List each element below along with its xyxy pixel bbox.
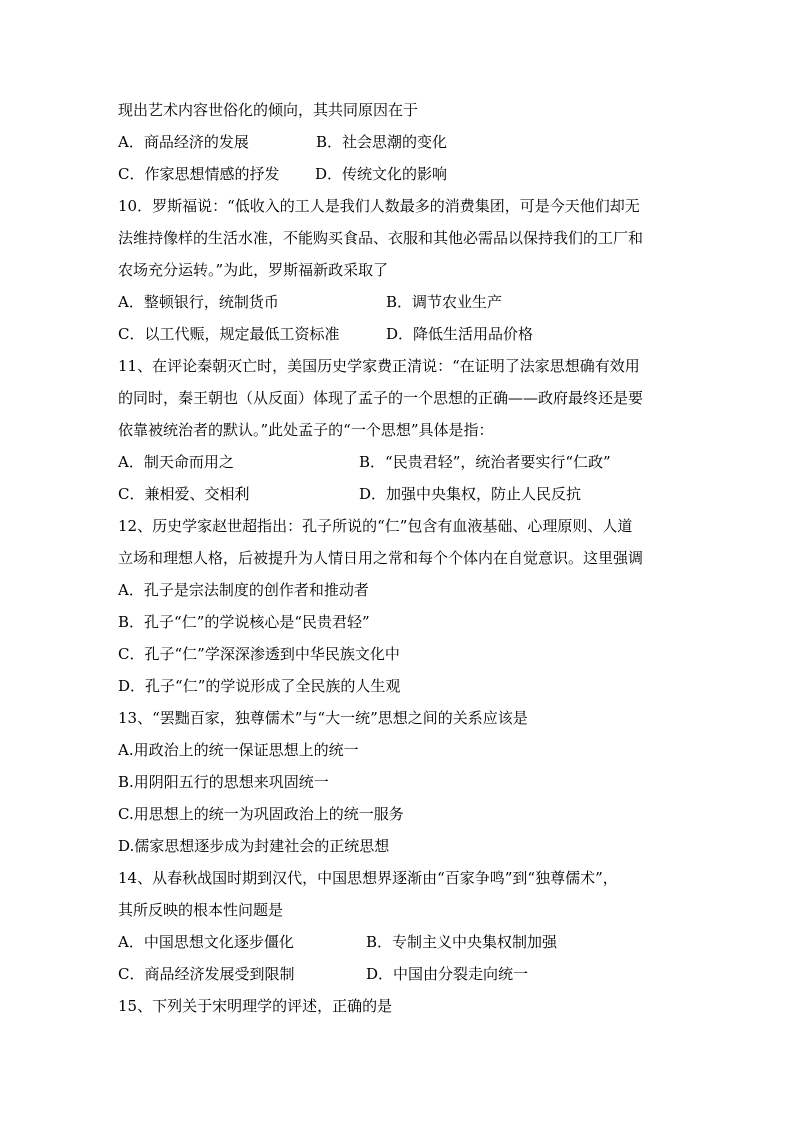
- question-12-stem-line-2: 立场和理想人格，后被提升为人情日用之常和每个个体内在自觉意识。这里强调: [118, 549, 644, 567]
- question-12-option-c: C．孔子“仁”学深深渗透到中华民族文化中: [118, 645, 400, 663]
- question-12-option-a: A．孔子是宗法制度的创作者和推动者: [118, 581, 369, 599]
- question-13-option-d: D.儒家思想逐步成为封建社会的正统思想: [118, 837, 390, 855]
- question-14-option-d: D．中国由分裂走向统一: [366, 965, 529, 983]
- question-14-option-a: A．中国思想文化逐步僵化: [118, 933, 294, 951]
- question-12-option-b: B．孔子“仁”的学说核心是“民贵君轻”: [118, 613, 370, 631]
- question-10-option-c: C．以工代赈，规定最低工资标准: [118, 325, 340, 343]
- question-14-option-b: B．专制主义中央集权制加强: [366, 933, 558, 951]
- question-13-stem: 13、“罢黜百家，独尊儒术”与“大一统”思想之间的关系应该是: [118, 709, 528, 727]
- question-10-option-d: D．降低生活用品价格: [386, 325, 534, 343]
- question-10-stem-line-1: 10．罗斯福说：“低收入的工人是我们人数最多的消费集团，可是今天他们却无: [118, 197, 640, 215]
- question-12-stem-line-1: 12、历史学家赵世超指出：孔子所说的“仁”包含有血液基础、心理原则、人道: [118, 517, 633, 535]
- question-13-option-a: A.用政治上的统一保证思想上的统一: [118, 741, 359, 759]
- question-14-stem-line-2: 其所反映的根本性问题是: [118, 901, 284, 919]
- question-9-stem-tail: 现出艺术内容世俗化的倾向，其共同原因在于: [118, 101, 419, 119]
- question-13-option-c: C.用思想上的统一为巩固政治上的统一服务: [118, 805, 404, 823]
- question-9-option-b: B．社会思潮的变化: [316, 133, 448, 151]
- question-11-option-a: A．制天命而用之: [118, 453, 234, 471]
- question-11-stem-line-2: 的同时，秦王朝也（从反面）体现了孟子的一个思想的正确——政府最终还是要: [118, 389, 644, 407]
- question-13-option-b: B.用阴阳五行的思想来巩固统一: [118, 773, 329, 791]
- question-9-option-c: C．作家思想情感的抒发: [118, 165, 280, 183]
- question-11-stem-line-1: 11、在评论秦朝灭亡时，美国历史学家费正清说：“在证明了法家思想确有效用: [118, 357, 640, 375]
- question-9-option-d: D．传统文化的影响: [315, 165, 448, 183]
- question-11-option-d: D．加强中央集权，防止人民反抗: [359, 485, 582, 503]
- question-11-option-c: C．兼相爱、交相利: [118, 485, 250, 503]
- question-15-stem: 15、下列关于宋明理学的评述，正确的是: [118, 997, 393, 1015]
- question-10-option-a: A．整顿银行，统制货币: [118, 293, 279, 311]
- question-10-option-b: B．调节农业生产: [386, 293, 503, 311]
- question-12-option-d: D．孔子“仁”的学说形成了全民族的人生观: [118, 677, 401, 695]
- question-10-stem-line-2: 法维持像样的生活水准，不能购买食品、衣服和其他必需品以保持我们的工厂和: [118, 229, 644, 247]
- question-14-stem-line-1: 14、从春秋战国时期到汉代，中国思想界逐渐由“百家争鸣”到“独尊儒术”，: [118, 869, 618, 887]
- question-9-option-a: A．商品经济的发展: [118, 133, 249, 151]
- question-11-option-b: B．“民贵君轻”，统治者要实行“仁政”: [359, 453, 611, 471]
- question-14-option-c: C．商品经济发展受到限制: [118, 965, 295, 983]
- question-11-stem-line-3: 依靠被统治者的默认。”此处孟子的“一个思想”具体是指：: [118, 421, 494, 439]
- question-10-stem-line-3: 农场充分运转。”为此，罗斯福新政采取了: [118, 261, 389, 279]
